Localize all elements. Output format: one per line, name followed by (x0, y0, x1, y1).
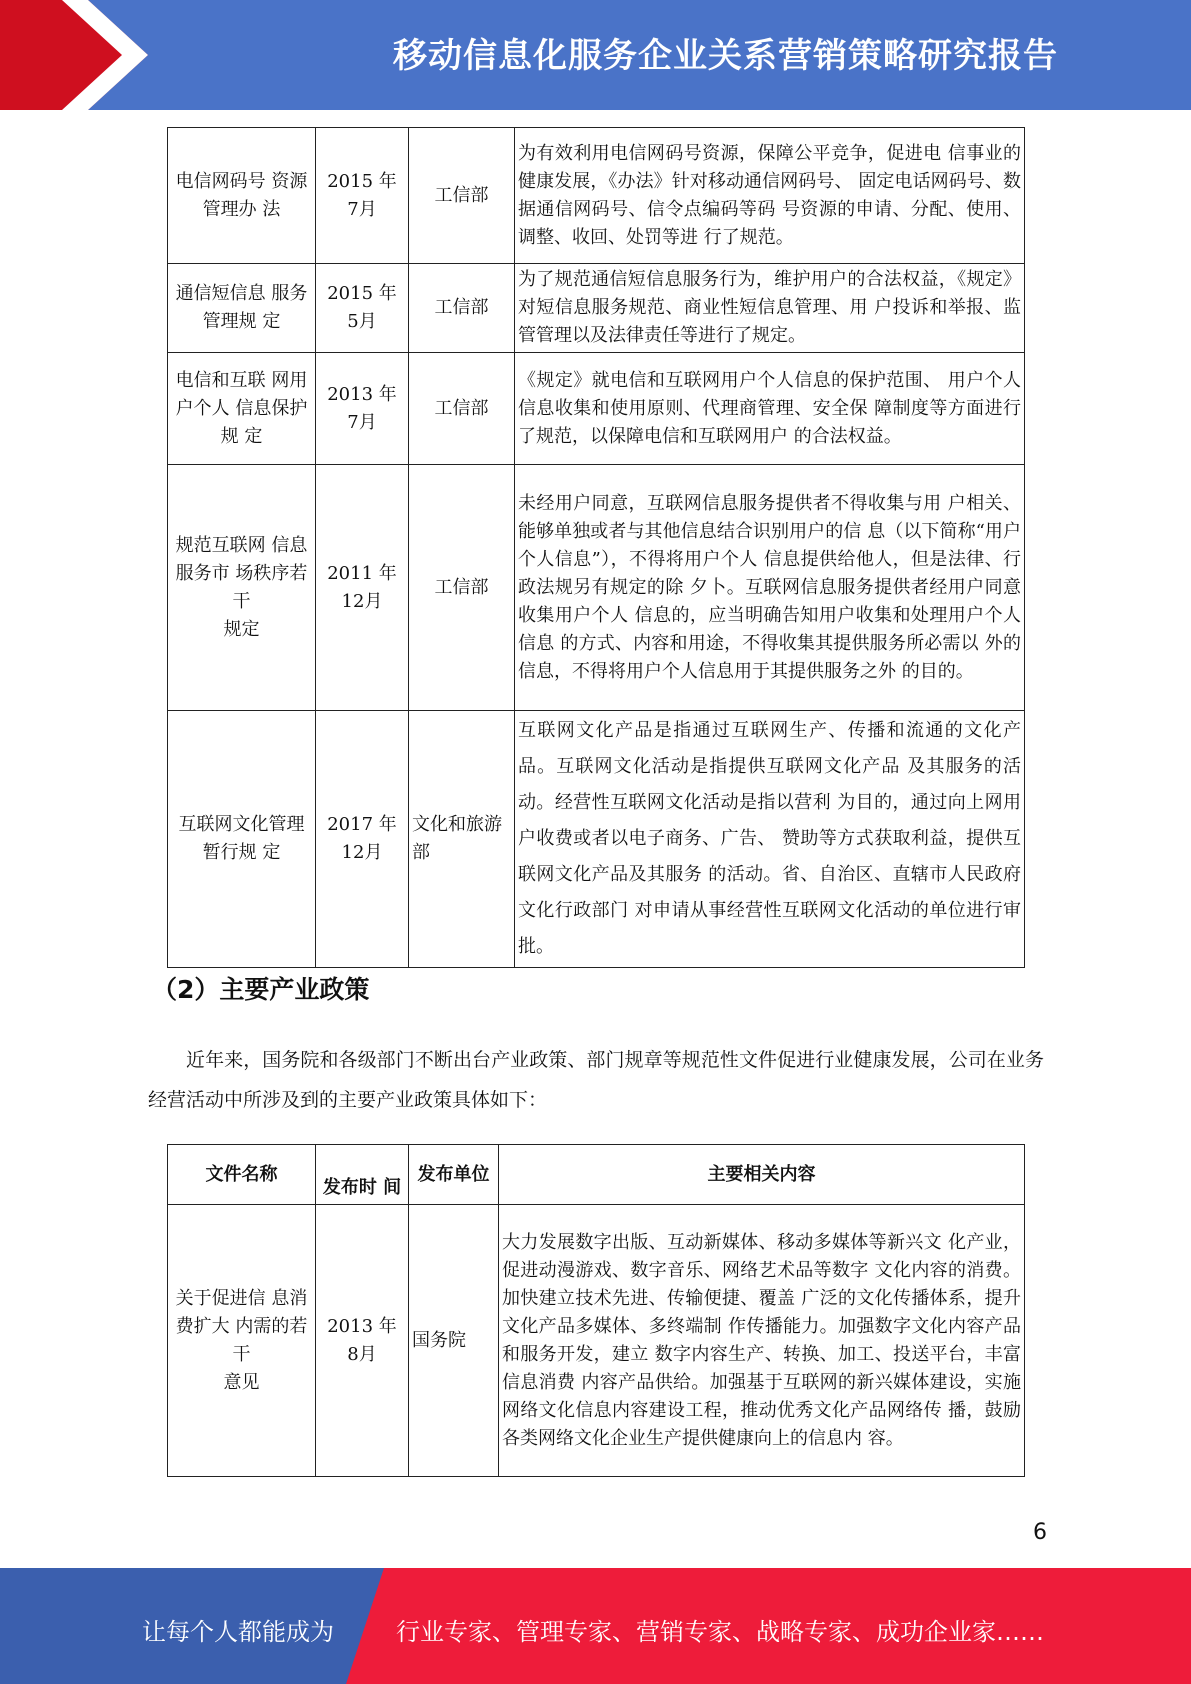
page-header (0, 0, 1191, 110)
doc-name: 互联网文化管理暂行规 定 (168, 711, 316, 968)
table-row (168, 1205, 1025, 1477)
table-row (168, 128, 1025, 264)
col-header-time: 发布时 间 (316, 1145, 409, 1205)
publisher: 工信部 (409, 353, 515, 465)
publish-time: 2011 年 12月 (316, 465, 409, 711)
publish-time: 2013 年 8月 (316, 1205, 409, 1477)
doc-name: 关于促进信 息消费扩大 内需的若干 意见 (168, 1205, 316, 1477)
doc-name: 电信网码号 资源管理办 法 (168, 128, 316, 264)
content: 互联网文化产品是指通过互联网生产、传播和流通的文化产品。互联网文化活动是指提供互联网文化产品 及其服务的活动。经营性互联网文化活动是指以营利 为目的，通过向上网用户收费或者以电子商务、广告、 赞助等方式获取利益，提供互联网文化产品及其服务 的活动。省、自治区、直辖市人民政府文化行政部门 对申请从事经营性互联网文化活动的单位进行审批。 (515, 711, 1025, 968)
intro-paragraph: 近年来，国务院和各级部门不断出台产业政策、部门规章等规范性文件促进行业健康发展，公司在业务经营活动中所涉及到的主要产业政策具体如下： (148, 1049, 1044, 1111)
table-row (168, 264, 1025, 353)
header-red-arrow (0, 0, 150, 110)
doc-name: 电信和互联 网用户个人 信息保护规 定 (168, 353, 316, 465)
publish-time: 2013 年 7月 (316, 353, 409, 465)
content: 为了规范通信短信息服务行为，维护用户的合法权益，《规定》对短信息服务规范、商业性短信息管理、用 户投诉和举报、监管管理以及法律责任等进行了规定。 (515, 264, 1025, 353)
doc-name: 通信短信息 服务管理规 定 (168, 264, 316, 353)
industry-policy-table (167, 1144, 1025, 1477)
publisher: 文化和旅游部 (409, 711, 515, 968)
col-header-content: 主要相关内容 (499, 1145, 1025, 1205)
content: 大力发展数字出版、互动新媒体、移动多媒体等新兴文 化产业，促进动漫游戏、数字音乐、网络艺术品等数字 文化内容的消费。加快建立技术先进、传输便捷、覆盖 广泛的文化传播体系，提升文化产品多媒体、多终端制 作传播能力。加强数字文化内容产品和服务开发，建立 数字内容生产、转换、加工、投送平台，丰富信息消费 内容产品供给。加强基于互联网的新兴媒体建设，实施 网络文化信息内容建设工程，推动优秀文化产品网络传 播，鼓励各类网络文化企业生产提供健康向上的信息内 容。 (499, 1205, 1025, 1477)
publish-time: 2015 年 5月 (316, 264, 409, 353)
content: 《规定》就电信和互联网用户个人信息的保护范围、 用户个人信息收集和使用原则、代理商管理、安全保 障制度等方面进行了规范，以保障电信和互联网用户 的合法权益。 (515, 353, 1025, 465)
footer-slogan-right: 行业专家、管理专家、营销专家、战略专家、成功企业家…… (396, 1618, 1044, 1646)
publisher: 国务院 (409, 1205, 499, 1477)
section-heading: （2）主要产业政策 (152, 975, 370, 1004)
publisher: 工信部 (409, 264, 515, 353)
col-header-org: 发布单位 (409, 1145, 499, 1205)
content: 为有效利用电信网码号资源，保障公平竞争，促进电 信事业的健康发展，《办法》针对移动通信网码号、 固定电话网码号、数据通信网码号、信令点编码等码 号资源的申请、分配、使用、调整、收回、处罚等进 行了规范。 (515, 128, 1025, 264)
publisher: 工信部 (409, 465, 515, 711)
publisher: 工信部 (409, 128, 515, 264)
regulations-table (167, 127, 1025, 968)
page-number: 6 (1033, 1520, 1047, 1545)
publish-time: 2017 年 12月 (316, 711, 409, 968)
publish-time: 2015 年 7月 (316, 128, 409, 264)
table-row (168, 353, 1025, 465)
content: 未经用户同意，互联网信息服务提供者不得收集与用 户相关、能够单独或者与其他信息结合识别用户的信 息（以下简称“用户个人信息”），不得将用户个人 信息提供给他人，但是法律、行政法规另有规定的除 夕卜。互联网信息服务提供者经用户同意收集用户个人 信息的，应当明确告知用户收集和处理用户个人信息 的方式、内容和用途，不得收集其提供服务所必需以 外的信息，不得将用户个人信息用于其提供服务之外 的目的。 (515, 465, 1025, 711)
doc-name: 规范互联网 信息服务市 场秩序若干 规定 (168, 465, 316, 711)
table-row (168, 711, 1025, 968)
page-footer (0, 1568, 1191, 1684)
report-title: 移动信息化服务企业关系营销策略研究报告 (393, 36, 1058, 76)
footer-slogan-left: 让每个人都能成为 (142, 1618, 334, 1646)
col-header-name: 文件名称 (168, 1145, 316, 1205)
table-row (168, 465, 1025, 711)
table-header-row (168, 1145, 1025, 1205)
